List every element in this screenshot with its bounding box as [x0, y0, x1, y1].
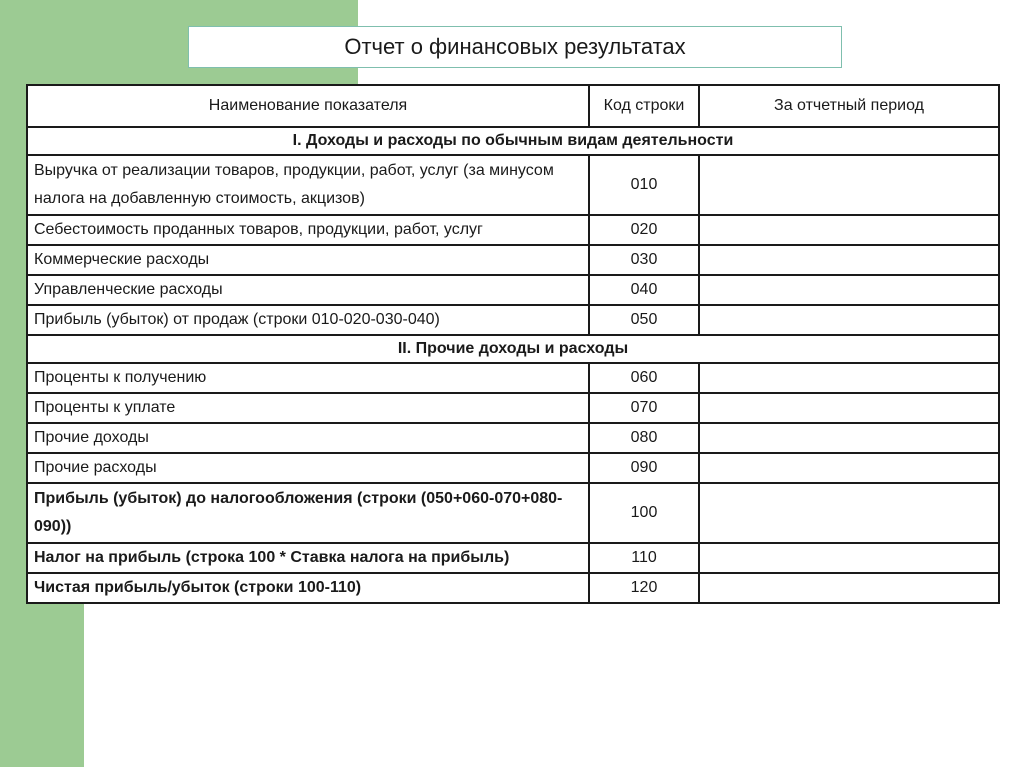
- header-code: Код строки: [589, 85, 699, 127]
- table-row: [27, 275, 999, 305]
- row-value: [699, 215, 999, 245]
- row-name: Коммерческие расходы: [27, 245, 589, 275]
- table-row: [27, 305, 999, 335]
- row-value: [699, 393, 999, 423]
- section-title: I. Доходы и расходы по обычным видам деятельности: [27, 127, 999, 155]
- row-value: [699, 363, 999, 393]
- table-row: [27, 155, 999, 215]
- row-value: [699, 573, 999, 603]
- row-name: Прибыль (убыток) до налогообложения (строки (050+060-070+080-090)): [27, 483, 589, 543]
- table-row: [27, 215, 999, 245]
- header-period: За отчетный период: [699, 85, 999, 127]
- row-name: Прочие расходы: [27, 453, 589, 483]
- row-code: 120: [589, 573, 699, 603]
- row-value: [699, 483, 999, 543]
- table-row: [27, 453, 999, 483]
- row-code: 050: [589, 305, 699, 335]
- row-name: Прибыль (убыток) от продаж (строки 010-020-030-040): [27, 305, 589, 335]
- row-code: 080: [589, 423, 699, 453]
- row-value: [699, 453, 999, 483]
- row-code: 060: [589, 363, 699, 393]
- row-name: Чистая прибыль/убыток (строки 100-110): [27, 573, 589, 603]
- row-value: [699, 423, 999, 453]
- table-row: [27, 483, 999, 543]
- row-value: [699, 155, 999, 215]
- row-name: Управленческие расходы: [27, 275, 589, 305]
- row-code: 040: [589, 275, 699, 305]
- section-header: [27, 127, 999, 155]
- row-value: [699, 275, 999, 305]
- table-row: [27, 423, 999, 453]
- table-row: [27, 393, 999, 423]
- header-name: Наименование показателя: [27, 85, 589, 127]
- table-row: [27, 543, 999, 573]
- row-code: 110: [589, 543, 699, 573]
- row-value: [699, 245, 999, 275]
- row-name: Проценты к уплате: [27, 393, 589, 423]
- row-value: [699, 543, 999, 573]
- table-row: [27, 573, 999, 603]
- table-header-row: [27, 85, 999, 127]
- row-code: 090: [589, 453, 699, 483]
- row-name: Проценты к получению: [27, 363, 589, 393]
- table-row: [27, 245, 999, 275]
- table-row: [27, 363, 999, 393]
- row-code: 070: [589, 393, 699, 423]
- section-header: [27, 335, 999, 363]
- financial-results-table: [26, 84, 998, 604]
- row-name: Налог на прибыль (строка 100 * Ставка налога на прибыль): [27, 543, 589, 573]
- section-title: II. Прочие доходы и расходы: [27, 335, 999, 363]
- row-code: 010: [589, 155, 699, 215]
- row-name: Себестоимость проданных товаров, продукции, работ, услуг: [27, 215, 589, 245]
- row-value: [699, 305, 999, 335]
- row-code: 100: [589, 483, 699, 543]
- row-code: 030: [589, 245, 699, 275]
- row-name: Выручка от реализации товаров, продукции, работ, услуг (за минусом налога на добавленную стоимость, акцизов): [27, 155, 589, 215]
- row-name: Прочие доходы: [27, 423, 589, 453]
- page-title: Отчет о финансовых результатах: [188, 26, 842, 68]
- row-code: 020: [589, 215, 699, 245]
